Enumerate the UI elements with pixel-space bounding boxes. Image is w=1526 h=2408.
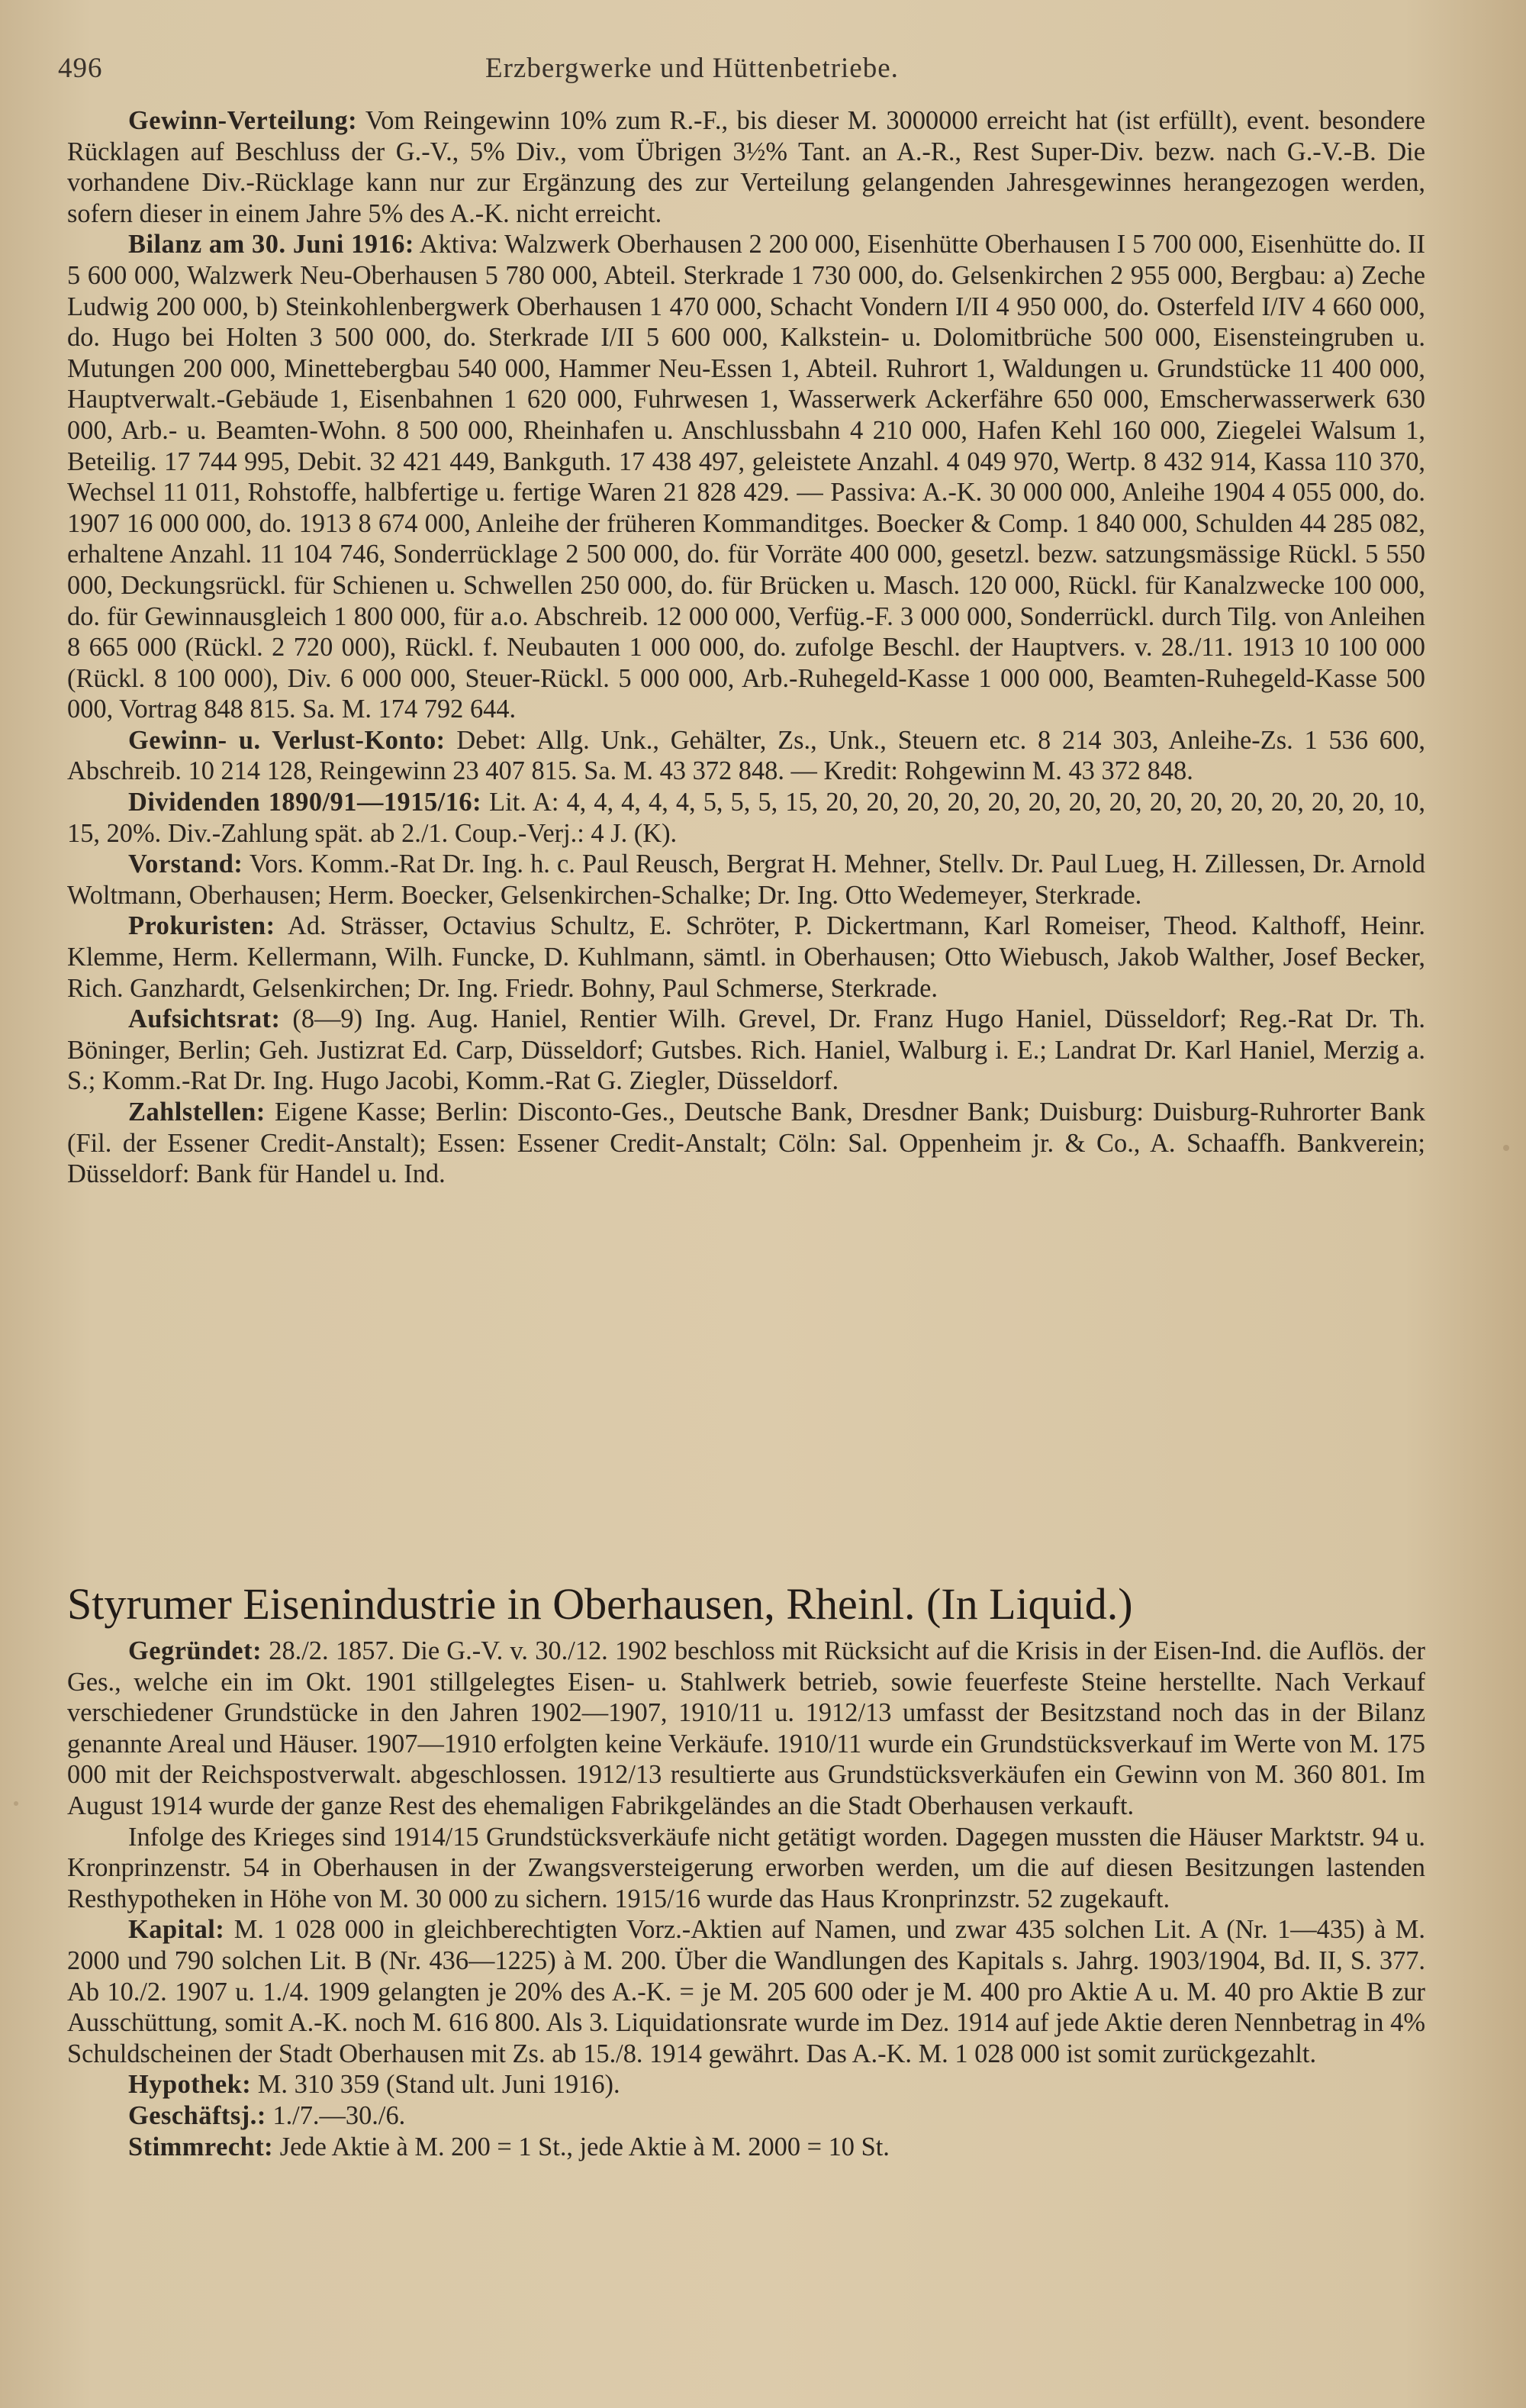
paragraph bbox=[67, 1822, 1425, 1915]
section-text: Vors. Komm.-Rat Dr. Ing. h. c. Paul Reusch, Bergrat H. Mehner, Stellv. Dr. Paul Lueg, H. Zillessen, Dr. Arnold Woltmann, Oberhausen; Herm. Boecker, Gelsenkirchen-Schalke; Dr. Ing. Otto Wedemeyer, Sterkrade. bbox=[67, 849, 1425, 910]
section-label: Vorstand: bbox=[128, 849, 243, 879]
paragraph bbox=[67, 2132, 1425, 2163]
company-location: Rheinl. bbox=[774, 1579, 916, 1629]
paragraph bbox=[67, 229, 1425, 725]
section-text: Ad. Strässer, Octavius Schultz, E. Schröter, P. Dickertmann, Karl Romeiser, Theod. Kalthoff, Heinr. Klemme, Herm. Kellermann, Wilh. Funcke, D. Kuhlmann, sämtl. in Oberhausen; Otto Wiebusch, Jakob Walther, Josef Becker, Rich. Ganzhardt, Gelsenkirchen; Dr. Ing. Friedr. Bohny, Paul Schmerse, Sterkrade. bbox=[67, 911, 1425, 1003]
company-status: (In Liquid.) bbox=[915, 1579, 1133, 1629]
section-label: Aufsichtsrat: bbox=[128, 1004, 281, 1034]
section-text: Jede Aktie à M. 200 = 1 St., jede Aktie à M. 2000 = 10 St. bbox=[273, 2132, 890, 2161]
section-label: Zahlstellen: bbox=[128, 1098, 266, 1127]
section-text: 28./2. 1857. Die G.-V. v. 30./12. 1902 beschloss mit Rücksicht auf die Krisis in der Eisen-Ind. die Auflös. der Ges., welche ein im Okt. 1901 stillgelegtes Eisen- u. Stahlwerk betrieb, sowie feuerfeste Steine herstellte. Nach Verkauf verschiedener Grundstücke in den Jahren 1902—1907, 1910/11 u. 1912/13 umfasst der Besitzstand noch das in der Bilanz genannte Areal und Häuser. 1907—1910 erfolgten keine Verkäufe. 1910/11 wurde ein Grundstücksverkauf im Werte von M. 175 000 mit der Reichspostverwalt. abgeschlossen. 1912/13 resultierte aus Grundstücksverkäufen ein Gewinn von M. 360 801. Im August 1914 wurde der ganze Rest des ehemaligen Fabrikgeländes an die Stadt Oberhausen verkauft. bbox=[67, 1636, 1425, 1820]
company-heading bbox=[67, 1578, 1433, 1631]
section-text: M. 310 359 (Stand ult. Juni 1916). bbox=[251, 2070, 620, 2100]
section-text: Vom Reingewinn 10% zum R.-F., bis dieser M. 3000000 erreicht hat (ist erfüllt), event. besondere Rücklagen auf Beschluss der G.-V., 5% Div., vom Übrigen 3½% Tant. an A.-R., Rest Super-Div. bezw. nach G.-V.-B. Die vorhandene Div.-Rücklage kann nur zur Ergänzung des zur Verteilung gelangenden Jahresgewinnes herangezogen werden, sofern dieser in einem Jahre 5% des A.-K. nicht erreicht. bbox=[67, 106, 1425, 228]
paragraph bbox=[67, 787, 1425, 849]
section-label: Gewinn-Verteilung: bbox=[128, 106, 358, 135]
section-text: 1./7.—30./6. bbox=[266, 2100, 406, 2130]
paragraph bbox=[67, 1914, 1425, 2069]
section-text: Infolge des Krieges sind 1914/15 Grundstücksverkäufe nicht getätigt worden. Dagegen mussten die Häuser Marktstr. 94 u. Kronprinzenstr. 54 in Oberhausen in der Zwangsversteigerung erworben werden, um die auf diesen Besitzungen lastenden Resthypotheken in Höhe von M. 30 000 zu sichern. 1915/16 wurde das Haus Kronprinzstr. 52 zugekauft. bbox=[67, 1822, 1425, 1913]
company-entry-styrumer bbox=[67, 1636, 1425, 2162]
paragraph bbox=[67, 2100, 1425, 2132]
paragraph bbox=[67, 1097, 1425, 1190]
section-label: Bilanz am 30. Juni 1916: bbox=[128, 230, 414, 259]
section-text: Eigene Kasse; Berlin: Disconto-Ges., Deutsche Bank, Dresdner Bank; Duisburg: Duisburg-Ruhrorter Bank (Fil. der Essener Credit-Anstalt); Essen: Essener Credit-Anstalt; Cöln: Sal. Oppenheim jr. & Co., A. Schaaffh. Bankverein; Düsseldorf: Bank für Handel u. Ind. bbox=[67, 1098, 1425, 1189]
paragraph bbox=[67, 2069, 1425, 2100]
section-text: Aktiva: Walzwerk Oberhausen 2 200 000, Eisenhütte Oberhausen I 5 700 000, Eisenhütte do. II 5 600 000, Walzwerk Neu-Oberhausen 5 780 000, Abteil. Sterkrade 1 730 000, do. Gelsenkirchen 2 955 000, Bergbau: a) Zeche Ludwig 200 000, b) Steinkohlenbergwerk Oberhausen 1 470 000, Schacht Vondern I/II 4 950 000, do. Osterfeld I/IV 4 660 000, do. Hugo bei Holten 3 500 000, do. Sterkrade I/II 5 600 000, Kalkstein- u. Dolomitbrüche 500 000, Eisensteingruben u. Mutungen 200 000, Minettebergbau 540 000, Hammer Neu-Essen 1, Abteil. Ruhrort 1, Waldungen u. Grundstücke 11 400 000, Hauptverwalt.-Gebäude 1, Eisenbahnen 1 620 000, Fuhrwesen 1, Wasserwerk Ackerfähre 650 000, Emscherwasserwerk 630 000, Arb.- u. Beamten-Wohn. 8 500 000, Rheinhafen u. Anschlussbahn 4 210 000, Hafen Kehl 160 000, Ziegelei Walsum 1, Beteilig. 17 744 995, Debit. 32 421 449, Bankguth. 17 438 497, geleistete Anzahl. 4 049 970, Wertp. 8 432 914, Kassa 110 370, Wechsel 11 011, Rohstoffe, halbfertige u. fertige Waren 21 828 429. — Passiva: A.-K. 30 000 000, Anleihe 1904 4 055 000, do. 1907 16 000 000, do. 1913 8 674 000, Anleihe der früheren Kommanditges. Boecker & Comp. 1 840 000, Schulden 44 285 082, erhaltene Anzahl. 11 104 746, Sonderrücklage 2 500 000, do. für Vorräte 400 000, gesetzl. bezw. satzungsmässige Rückl. 5 550 000, Deckungsrückl. für Schienen u. Schwellen 250 000, do. für Brücken u. Masch. 120 000, Rückl. für Kanalzwecke 100 000, do. für Gewinnausgleich 1 800 000, für a.o. Abschreib. 12 000 000, Verfüg.-F. 3 000 000, Sonderrückl. durch Tilg. von Anleihen 8 665 000 (Rückl. 2 720 000), Rückl. f. Neubauten 1 000 000, do. zufolge Beschl. der Hauptvers. v. 28./11. 1913 10 100 000 (Rückl. 8 100 000), Div. 6 000 000, Steuer-Rückl. 5 000 000, Arb.-Ruhegeld-Kasse 1 000 000, Beamten-Ruhegeld-Kasse 500 000, Vortrag 848 815. Sa. M. 174 792 644. bbox=[67, 230, 1426, 724]
paragraph bbox=[67, 1004, 1425, 1097]
section-label: Gegründet: bbox=[128, 1636, 262, 1665]
company-entry-continued bbox=[67, 105, 1425, 1190]
section-text: (8—9) Ing. Aug. Haniel, Rentier Wilh. Grevel, Dr. Franz Hugo Haniel, Düsseldorf; Reg.-Rat Dr. Th. Böninger, Berlin; Geh. Justizrat Ed. Carp, Düsseldorf; Gutsbes. Rich. Haniel, Walburg i. E.; Landrat Dr. Karl Haniel, Merzig a. S.; Komm.-Rat Dr. Ing. Hugo Jacobi, Komm.-Rat G. Ziegler, Düsseldorf. bbox=[67, 1004, 1425, 1096]
paragraph bbox=[67, 849, 1425, 911]
paper-stain bbox=[14, 1801, 18, 1806]
paragraph bbox=[67, 1636, 1425, 1822]
section-text: Lit. A: 4, 4, 4, 4, 4, 5, 5, 5, 15, 20, 20, 20, 20, 20, 20, 20, 20, 20, 20, 20, 20, 20, 20, 10, 15, 20%. Div.-Zahlung spät. ab 2./1. Coup.-Verj.: 4 J. (K). bbox=[67, 788, 1426, 848]
section-text: Debet: Allg. Unk., Gehälter, Zs., Unk., Steuern etc. 8 214 303, Anleihe-Zs. 1 536 600, Abschreib. 10 214 128, Reingewinn 23 407 815. Sa. M. 43 372 848. — Kredit: Rohgewinn M. 43 372 848. bbox=[67, 725, 1425, 786]
paragraph bbox=[67, 911, 1425, 1004]
section-label: Stimmrecht: bbox=[128, 2132, 274, 2161]
section-label: Dividenden 1890/91—1915/16: bbox=[128, 788, 482, 817]
section-label: Prokuristen: bbox=[128, 911, 275, 941]
paragraph bbox=[67, 725, 1425, 787]
page-number: 496 bbox=[58, 53, 103, 84]
section-text: M. 1 028 000 in gleichberechtigten Vorz.-Aktien auf Namen, und zwar 435 solchen Lit. A (Nr. 1—435) à M. 2000 und 790 solchen Lit. B (Nr. 436—1225) à M. 200. Über die Wandlungen des Kapitals s. Jahrg. 1903/1904, Bd. II, S. 377. Ab 10./2. 1907 u. 1./4. 1909 gelangten je 20% des A.-K. = je M. 205 600 oder je M. 400 pro Aktie A u. M. 40 pro Aktie B zur Ausschüttung, somit A.-K. noch M. 616 800. Als 3. Liquidationsrate wurde im Dez. 1914 auf jede Aktie deren Nennbetrag in 4% Schuldscheinen der Stadt Oberhausen mit Zs. ab 15./8. 1914 gewährt. Das A.-K. M. 1 028 000 ist somit zurückgezahlt. bbox=[67, 1915, 1425, 2068]
company-name: Styrumer Eisenindustrie in Oberhausen, bbox=[67, 1579, 775, 1629]
running-title: Erzbergwerke und Hüttenbetriebe. bbox=[485, 53, 899, 84]
section-label: Gewinn- u. Verlust-Konto: bbox=[128, 725, 446, 755]
section-label: Kapital: bbox=[128, 1915, 225, 1945]
section-label: Geschäftsj.: bbox=[128, 2100, 266, 2130]
section-label: Hypothek: bbox=[128, 2070, 252, 2100]
paper-stain bbox=[1503, 1145, 1509, 1151]
running-header bbox=[58, 52, 1431, 90]
paragraph bbox=[67, 105, 1425, 229]
